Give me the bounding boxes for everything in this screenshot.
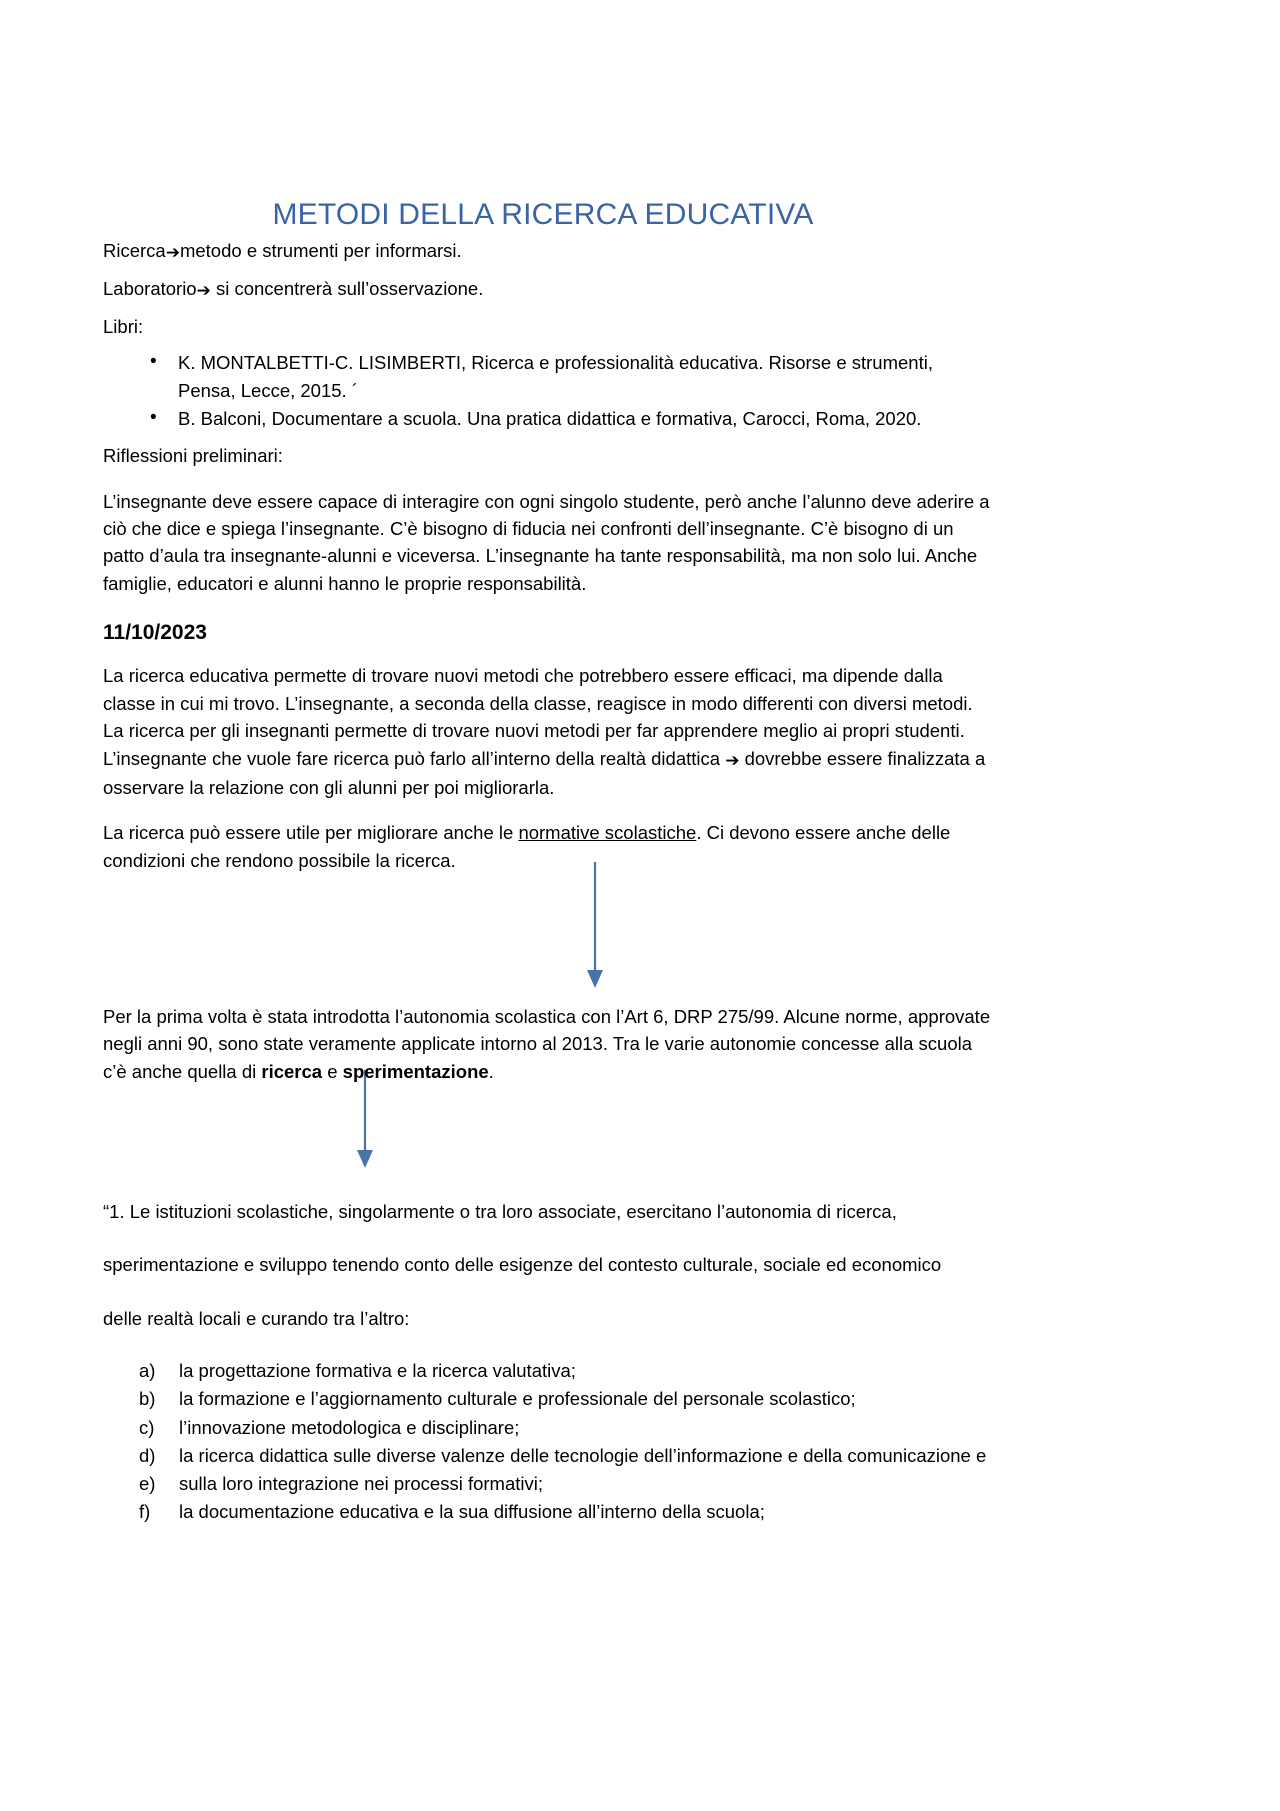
quote-line-3: delle realtà locali e curando tra l’altro: (103, 1307, 410, 1329)
paragraph-part-a: Per la prima volta è stata introdotta l’autonomia scolastica con l’Art 6, DRP 275/99. Alcune norme, approvate negli anni 90, sono state veramente applicate intorno al 2013. Tra le varie autonomie concesse alla scuola c’è anche quella di (103, 1005, 991, 1082)
right-arrow-icon: ➔ (725, 750, 740, 771)
page-title: METODI DELLA RICERCA EDUCATIVA (272, 198, 814, 231)
books-label: Libri: (103, 315, 144, 337)
list-item: la formazione e l’aggiornamento culturale e professionale del personale scolastico; (179, 1388, 856, 1410)
reflections-label: Riflessioni preliminari: (103, 445, 283, 467)
paragraph-part-b: . Ci devono essere anche delle condizioni che rendono possibile la ricerca. (103, 822, 951, 871)
document-content (103, 198, 993, 1528)
intro-laboratorio-prefix: Laboratorio (103, 277, 197, 299)
list-item: la ricerca didattica sulle diverse valenze delle tecnologie dell’informazione e della comunicazione e (179, 1444, 987, 1466)
right-arrow-icon: ➔ (165, 242, 180, 263)
paragraph-normative (103, 819, 993, 874)
books-list (103, 349, 993, 432)
intro-ricerca-prefix: Ricerca (103, 239, 166, 261)
bold-sperimentazione: sperimentazione (342, 1060, 489, 1082)
bold-ricerca: ricerca (261, 1060, 323, 1082)
intro-ricerca-suffix: metodo e strumenti per informarsi. (179, 239, 462, 261)
paragraph-part-b: dovrebbe essere finalizzata a osservare la relazione con gli alunni per poi migliorarla. (103, 747, 986, 798)
arrow-gap-1 (103, 887, 993, 1003)
intro-laboratorio-suffix: si concentrerà sull’osservazione. (210, 277, 484, 299)
quote-items-list (103, 1358, 993, 1526)
paragraph-part-b: . (488, 1060, 494, 1082)
list-item: • B. Balconi, Documentare a scuola. Una pratica didattica e formativa, Carocci, Roma, 2020. (150, 405, 993, 432)
intro-line-ricerca (103, 237, 993, 266)
quote-line-2: sperimentazione e sviluppo tenendo conto delle esigenze del contesto culturale, sociale ed economico (103, 1254, 942, 1276)
paragraph-part-a: La ricerca educativa permette di trovare nuovi metodi che potrebbero essere efficaci, ma dipende dalla classe in cui mi trovo. L’insegnante, a seconda della classe, reagisce in modo differenti con diversi metodi. La ricerca per gli insegnanti permette di trovare nuovi metodi per far apprendere meglio ai propri studenti. L’insegnante che vuole fare ricerca può farlo all’interno della realtà didattica (103, 665, 973, 769)
date-heading: 11/10/2023 (103, 621, 207, 645)
list-item: sulla loro integrazione nei processi formativi; (179, 1473, 544, 1495)
quote-line-1: “1. Le istituzioni scolastiche, singolarmente o tra loro associate, esercitano l’autonomia di ricerca, (103, 1201, 897, 1223)
paragraph-autonomia (103, 1003, 993, 1085)
paragraph-part-a: La ricerca può essere utile per migliorare anche le (103, 822, 519, 844)
list-item: la documentazione educativa e la sua diffusione all’interno della scuola; (179, 1501, 765, 1523)
paragraph-ricerca-educativa (103, 662, 993, 801)
intro-line-laboratorio (103, 275, 993, 304)
paragraph-part-mid: e (322, 1060, 343, 1082)
list-item: l’innovazione metodologica e disciplinare; (179, 1416, 520, 1438)
list-item: la progettazione formativa e la ricerca valutativa; (179, 1360, 576, 1382)
reflections-paragraph: L’insegnante deve essere capace di interagire con ogni singolo studente, però anche l’alunno deve aderire a ciò che dice e spiega l’insegnante. C’è bisogno di fiducia nei confronti dell’insegnante. C’è bisogno di un patto d’aula tra insegnante-alunni e viceversa. L’insegnante ha tante responsabilità, ma non solo lui. Anche famiglie, educatori e alunni hanno le proprie responsabilità. (103, 490, 990, 594)
right-arrow-icon: ➔ (196, 280, 211, 301)
arrow-gap-2 (103, 1098, 993, 1198)
underlined-normative-scolastiche: normative scolastiche (518, 822, 697, 844)
list-item: • K. MONTALBETTI-C. LISIMBERTI, Ricerca e professionalità educativa. Risorse e strumenti, Pensa, Lecce, 2015. ´ (150, 349, 993, 404)
